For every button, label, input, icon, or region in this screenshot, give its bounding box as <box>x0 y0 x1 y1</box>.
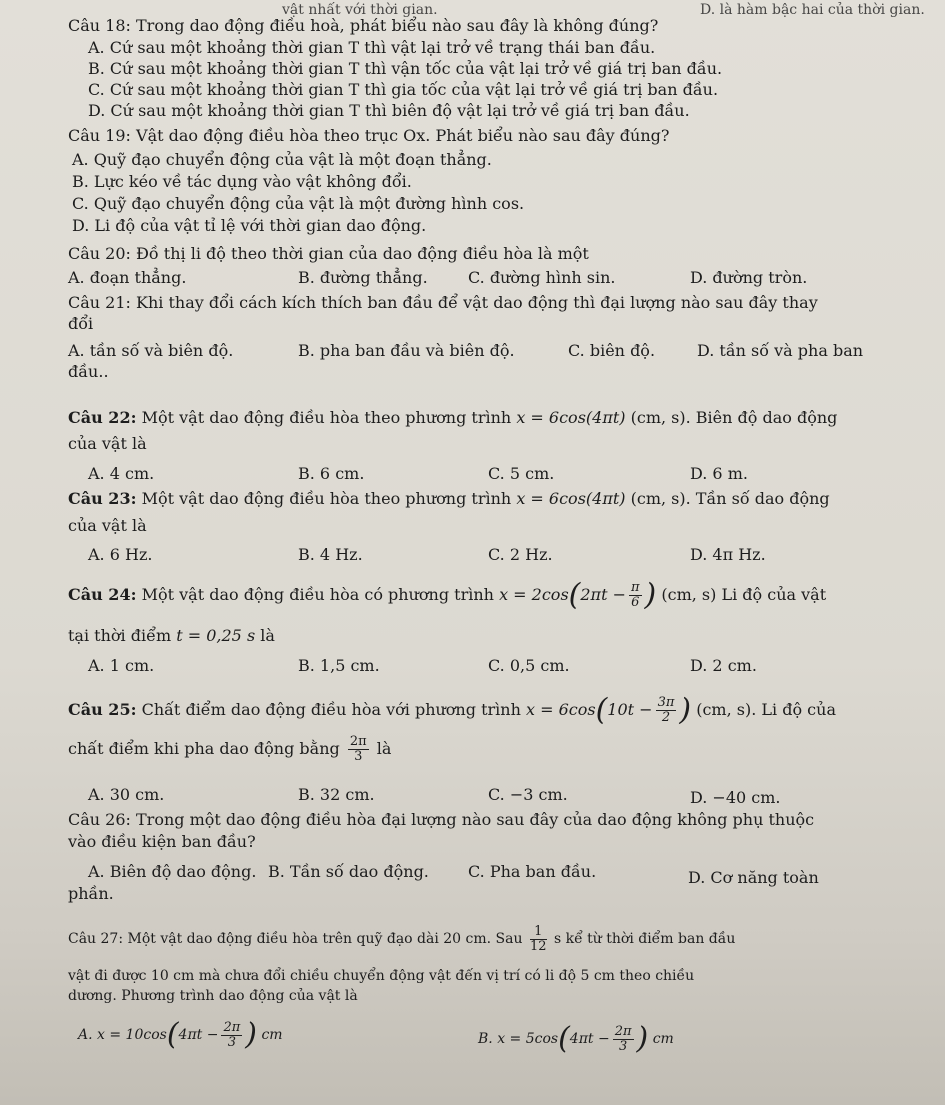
q22-option-a: A. 4 cm. <box>88 464 155 483</box>
q27-a-num: 2π <box>223 1019 241 1035</box>
q23-option-c: C. 2 Hz. <box>488 545 553 564</box>
q19-stem: Câu 19: Vật dao động điều hòa theo trục Ox. Phát biểu nào sau đây đúng? <box>68 126 670 145</box>
q21-stem: Câu 21: Khi thay đổi cách kích thích ban đầu để vật dao động thì đại lượng nào sau đây thay <box>68 293 818 312</box>
q20-stem: Câu 20: Đồ thị li độ theo thời gian của dao động điều hòa là một <box>68 244 589 263</box>
q27-a-unit: cm <box>261 1027 283 1043</box>
q25-label: Câu 25: <box>68 700 137 719</box>
q27-frac-den: 12 <box>529 938 547 954</box>
q27-line-3: dương. Phương trình dao động của vật là <box>68 988 358 1004</box>
q26-option-c: C. Pha ban đầu. <box>468 862 597 881</box>
q27-frac-num: 1 <box>530 925 547 940</box>
q24-option-d: D. 2 cm. <box>690 656 757 675</box>
q27-b-num: 2π <box>614 1023 632 1039</box>
top-fragment-right: D. là hàm bậc hai của thời gian. <box>700 2 925 18</box>
q24-option-a: A. 1 cm. <box>88 656 155 675</box>
q21-stem-cont: đổi <box>68 314 94 333</box>
q25-frac-num: 3π <box>657 695 675 710</box>
q22-unit: (cm, s). <box>630 408 691 427</box>
q23-option-b: B. 4 Hz. <box>298 545 363 564</box>
q25-text-end: Li độ của <box>761 700 836 719</box>
q24-text: Một vật dao động điều hòa có phương trình <box>141 585 494 604</box>
q24-option-c: C. 0,5 cm. <box>488 656 570 675</box>
q24-equation: x = 2cos(2πt − $\frac{\pi}{6}$ ) <box>499 577 657 613</box>
q25-option-a: A. 30 cm. <box>88 785 165 804</box>
q21-option-d-cont: đầu.. <box>68 362 109 381</box>
q27-b-unit: cm <box>652 1031 674 1047</box>
q27-b-fraction <box>613 1025 634 1054</box>
q24-frac-den: 6 <box>631 595 640 610</box>
q18-option-c: C. Cứ sau một khoảng thời gian T thì gia tốc của vật lại trở về giá trị ban đầu. <box>88 80 719 99</box>
q25-equation: x = 6cos(10t − $\frac{3\pi}{2}$ ) <box>525 692 692 728</box>
q19-option-b: B. Lực kéo về tác dụng vào vật không đổi. <box>72 172 412 191</box>
q25-stem-cont-text: chất điểm khi pha dao động bằng <box>68 739 340 758</box>
q18-option-b: B. Cứ sau một khoảng thời gian T thì vận tốc của vật lại trở về giá trị ban đầu. <box>88 59 723 78</box>
q22-stem <box>68 408 837 428</box>
q24-label: Câu 24: <box>68 585 137 604</box>
top-fragment-left: vật nhất với thời gian. <box>282 2 438 18</box>
q27-option-b: B. x = 5cos(4πt − $\frac{2\pi}{3}$ ) cm <box>478 1021 674 1056</box>
q18-stem: Câu 18: Trong dao động điều hoà, phát biểu nào sau đây là không đúng? <box>68 16 659 35</box>
q23-stem <box>68 489 830 509</box>
q18-option-d: D. Cứ sau một khoảng thời gian T thì biên độ vật lại trở về giá trị ban đầu. <box>88 101 690 120</box>
q25-phase-fraction <box>348 735 369 764</box>
q27-b-func: B. x = 5cos <box>478 1031 559 1047</box>
q25-stem-cont-end: là <box>376 739 392 758</box>
q23-stem-cont: của vật là <box>68 516 147 535</box>
q18-option-a: A. Cứ sau một khoảng thời gian T thì vật lại trở về trạng thái ban đầu. <box>88 38 656 57</box>
q22-option-d: D. 6 m. <box>690 464 748 483</box>
q27-option-a: A. x = 10cos(4πt − $\frac{2\pi}{3}$ ) cm <box>78 1017 283 1052</box>
q24-stem <box>68 578 826 612</box>
q24-eq-arg: 2πt − <box>580 585 626 604</box>
q19-option-d: D. Li độ của vật tỉ lệ với thời gian dao động. <box>72 216 427 235</box>
q25-eq-arg: 10t − <box>607 700 653 719</box>
q26-stem-cont: vào điều kiện ban đầu? <box>68 832 256 851</box>
q25-eq-fraction <box>656 696 677 725</box>
q20-option-b: B. đường thẳng. <box>298 268 428 287</box>
q19-option-a: A. Quỹ đạo chuyển động của vật là một đoạn thẳng. <box>72 150 492 169</box>
q23-equation: x = 6cos(4πt) <box>516 489 626 508</box>
q20-option-c: C. đường hình sin. <box>468 268 616 287</box>
q27-a-den: 3 <box>227 1034 236 1050</box>
q22-equation: x = 6cos(4πt) <box>516 408 626 427</box>
q24-eq-fraction <box>629 581 642 610</box>
q21-option-b: B. pha ban đầu và biên độ. <box>298 341 515 360</box>
q25-stem-cont <box>68 732 391 766</box>
q25-text: Chất điểm dao động điều hòa với phương trình <box>141 700 521 719</box>
q21-option-a: A. tần số và biên độ. <box>68 341 234 360</box>
q25-option-b: B. 32 cm. <box>298 785 375 804</box>
q24-stem-cont-end: là <box>260 626 275 645</box>
q26-option-d: D. Cơ năng toàn <box>688 868 819 887</box>
q22-label: Câu 22: <box>68 408 137 427</box>
q26-option-b: B. Tần số dao động. <box>268 862 429 881</box>
q26-option-a: A. Biên độ dao động. <box>88 862 257 881</box>
q22-option-c: C. 5 cm. <box>488 464 555 483</box>
q25-option-c: C. −3 cm. <box>488 785 568 804</box>
q24-eq-func: x = 2cos <box>499 585 569 604</box>
q20-option-a: A. đoạn thẳng. <box>68 268 187 287</box>
q23-text: Một vật dao động điều hòa theo phương trình <box>141 489 512 508</box>
q25-stem <box>68 693 836 727</box>
q24-stem-cont <box>68 626 275 646</box>
q22-stem-cont: của vật là <box>68 434 147 453</box>
q22-option-b: B. 6 cm. <box>298 464 365 483</box>
q25-frac-den: 2 <box>661 710 671 725</box>
q25-eq-func: x = 6cos <box>525 700 596 719</box>
q24-time: t = 0,25 s <box>176 626 256 645</box>
q27-a-func: A. x = 10cos <box>78 1027 167 1043</box>
q22-text-end: Biên độ dao động <box>695 408 838 427</box>
q22-text: Một vật dao động điều hòa theo phương trình <box>141 408 512 427</box>
q27-line-2: vật đi được 10 cm mà chưa đổi chiều chuyển động vật đến vị trí có li độ 5 cm theo chiều <box>68 968 695 984</box>
q27-text: Câu 27: Một vật dao động điều hòa trên quỹ đạo dài 20 cm. Sau <box>68 931 523 947</box>
q23-option-d: D. 4π Hz. <box>690 545 766 564</box>
q25-option-d: D. −40 cm. <box>690 788 781 807</box>
q27-a-arg: 4πt − <box>178 1027 219 1043</box>
q27-a-fraction <box>221 1021 242 1050</box>
q27-time-fraction <box>530 925 547 954</box>
q24-option-b: B. 1,5 cm. <box>298 656 380 675</box>
q24-frac-num: π <box>631 580 640 595</box>
q27-b-den: 3 <box>618 1038 628 1054</box>
q27-stem <box>68 922 735 956</box>
q25-phase-num: 2π <box>349 734 367 749</box>
q27-text-end: s kể từ thời điểm ban đầu <box>553 931 736 947</box>
q23-unit: (cm, s). <box>630 489 691 508</box>
q23-label: Câu 23: <box>68 489 137 508</box>
q25-unit: (cm, s). <box>696 700 757 719</box>
q20-option-d: D. đường tròn. <box>690 268 808 287</box>
q24-text-end: Li độ của vật <box>721 585 827 604</box>
q24-unit: (cm, s) <box>661 585 717 604</box>
q23-text-end: Tần số dao động <box>695 489 830 508</box>
q23-option-a: A. 6 Hz. <box>88 545 153 564</box>
q27-b-arg: 4πt − <box>569 1031 610 1047</box>
q25-phase-den: 3 <box>354 749 363 764</box>
q26-stem: Câu 26: Trong một dao động điều hòa đại lượng nào sau đây của dao động không phụ thuộc <box>68 810 815 829</box>
q21-option-d: D. tần số và pha ban <box>697 341 864 360</box>
q19-option-c: C. Quỹ đạo chuyển động của vật là một đường hình cos. <box>72 194 525 213</box>
q26-option-d-cont: phần. <box>68 884 114 903</box>
q21-option-c: C. biên độ. <box>568 341 656 360</box>
q24-stem-cont-text: tại thời điểm <box>68 626 172 645</box>
